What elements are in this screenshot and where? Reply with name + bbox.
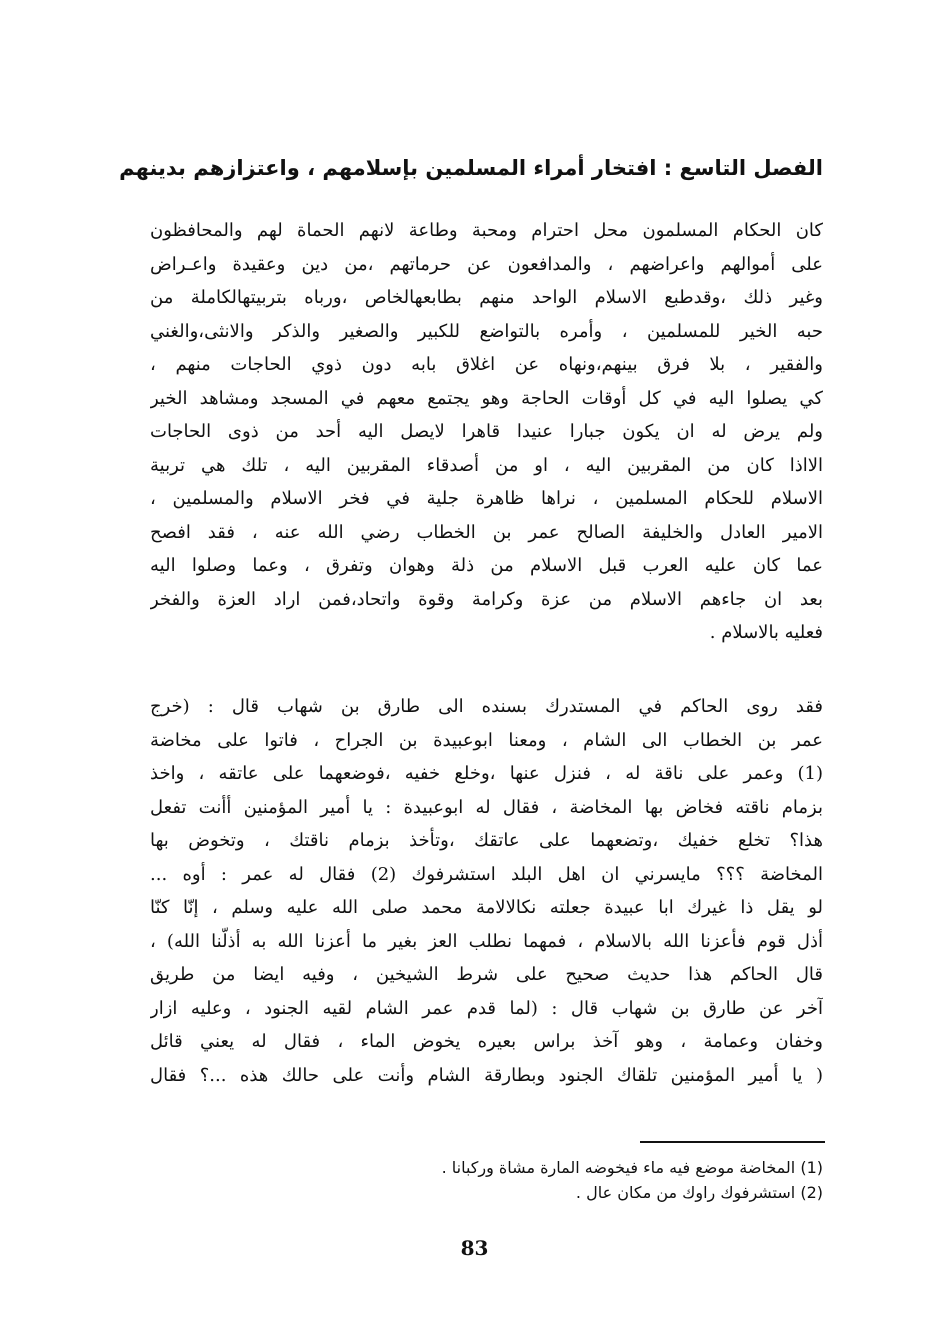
paragraph-1 (150, 214, 823, 650)
text-line: وغير ذلك ،وقدطبع الاسلام الواحد منهم بطابعهالخاص ،ورباه بتربيتهالكاملة من (150, 287, 823, 308)
text-line: ( يا أمير المؤمنين تلقاك الجنود وبطارقة الشام وأنت على حالك هذه ...؟ فقال (150, 1064, 823, 1086)
text-line: (1) وعمر على ناقة له ، فنزل عنها ،وخلع خفيه ،فوضعهما على عاتقه ، واخذ (150, 763, 823, 784)
text-line: آخر عن طارق بن شهاب قال : (لما قدم عمر الشام لقيه الجنود ، وعليه ازار (150, 997, 823, 1019)
text-line: فقد روى الحاكم في المستدرك بسنده الى طارق بن شهاب قال : (خرج (150, 696, 823, 717)
text-line: على أموالهم واعراضهم ، والمدافعون عن حرماتهم ،من دين وعقيدة واعـراض (150, 253, 823, 275)
text-line: كي يصلوا اليه في كل أوقات الحاجة وهو يجتمع معهم في المسجد ومشاهد الخير (150, 387, 823, 409)
text-line: الاسلام للحكام المسلمين ، نراها ظاهرة جلية في فخر الاسلام والمسلمين ، (150, 488, 823, 509)
text-line: بزمام ناقته فخاض بها المخاضة ، فقال له ابوعبيدة : يا أمير المؤمنين أأنت تفعل (150, 796, 823, 818)
text-line: قال الحاكم هذا حديث صحيح على شرط الشيخين ، وفيه ايضا من طريق (150, 964, 823, 985)
text-line: بعد ان جاءهم الاسلام من عزة وكرامة وقوة واتحاد،فمن اراد العزة والفخر (150, 588, 823, 610)
text-line: هذا؟ تخلع خفيك ،وتضعهما على عاتقك ،وتأخذ بزمام ناقتك ، وتخوض بها (150, 830, 823, 851)
page-number: 83 (460, 1236, 489, 1260)
text-line: عما كان عليه العرب قبل الاسلام من ذلة وهوان وتفرق ، وعما وصلوا اليه (150, 555, 823, 576)
text-line: ولم يرض له ان يكون جبارا عنيدا قاهرا لايصل اليه أحد من ذوى الحاجات (150, 421, 823, 442)
footnotes (150, 1155, 823, 1205)
footnote-1: (1) المخاضة موضع فيه ماء فيخوضه المارة مشاة وركبانا . (441, 1158, 823, 1177)
text-line: كان الحكام المسلمون محل احترام ومحبة وطاعة لانهم الحماة لهم والمحافظون (150, 220, 823, 241)
footnote-2: (2) استشرفوك راوك من مكان عال . (575, 1183, 823, 1202)
text-line: عمر بن الخطاب الى الشام ، ومعنا ابوعبيدة بن الجراح ، فاتوا على مخاضة (150, 729, 823, 751)
text-line: أذل قوم فأعزنا الله بالاسلام ، فمهما نطلب العز بغير ما أعزنا الله به أذلّنا الله) ، (150, 930, 823, 952)
text-line: المخاضة ؟؟؟ مايسرني ان اهل البلد استشرفوك (2) فقال له عمر : أوه ... (150, 863, 823, 885)
chapter-title: الفصل التاسع : افتخار أمراء المسلمين بإسلامهم ، واعتزازهم بدينهم (119, 156, 823, 180)
text-line: وخفان وعمامة ، وهو آخذ براس بعيره يخوض الماء ، فقال له يعني قائل (150, 1031, 823, 1052)
text-line: والفقير ، بلا فرق بينهم،ونهاه عن اغلاق بابه دون ذوي الحاجات منهم ، (150, 354, 823, 375)
text-line: لو يقل ذا غيرك ابا عبيدة جعلته نكالالامة محمد صلى الله عليه وسلم ، إنّا كنّا (150, 897, 823, 918)
paragraph-2 (150, 690, 823, 1092)
footnote-divider (640, 1141, 825, 1143)
text-line: فعليه بالاسلام . (709, 622, 823, 643)
text-line: الامير العادل والخليفة الصالح عمر بن الخطاب رضي الله عنه ، فقد افصح (150, 521, 823, 543)
text-line: حبه الخير للمسلمين ، وأمره بالتواضع للكبير والصغير والذكر والانثى،والغني (150, 320, 823, 342)
text-line: الااذا كان من المقربين اليه ، او من أصدقاء المقربين اليه ، تلك هي تربية (150, 454, 823, 476)
